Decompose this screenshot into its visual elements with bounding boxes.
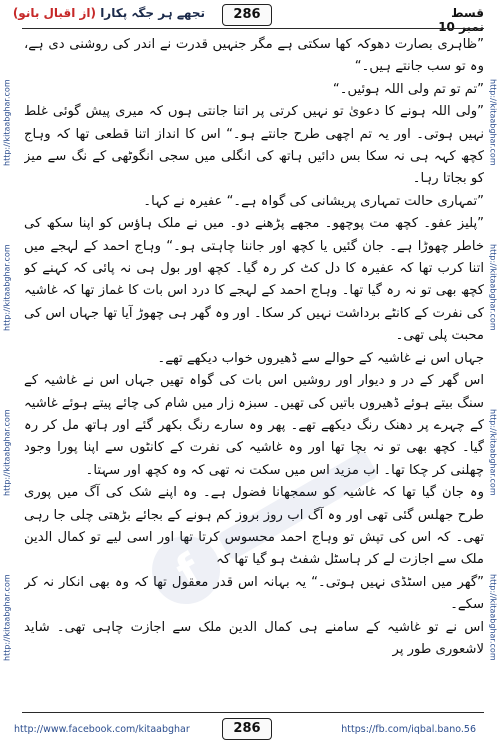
author-name: (از اقبال بانو): [12, 6, 96, 20]
page-number-bottom: 286: [222, 718, 272, 740]
story-text: [24, 34, 484, 706]
author-facebook-link[interactable]: https://fb.com/iqbal.bano.56: [341, 724, 476, 735]
side-watermark-right: http://kitaabghar.com http://kitaabghar.com http://kitaabghar.com http://kitaabghar.com: [488, 79, 498, 661]
page-frame: [14, 0, 492, 750]
episode-label: قسط نمبر 10: [438, 6, 484, 34]
paragraph: اس نے تو غاشیہ کے سامنے ہی کمال الدین ملک سے اجازت چاہی تھی۔ شاید لاشعوری طور پر: [24, 619, 484, 657]
paragraph: ”تم تو تم ولی اللہ ہوئیں۔“: [332, 81, 484, 97]
paragraph: وہ جان گیا تھا کہ غاشیہ کو سمجھانا فضول ہے۔ وہ اپنے شک کی آگ میں پوری طرح جھلس گئی تھی اور وہ آگ اب روز بروز کم ہونے کے بجائے بڑھتی چلی جا رہی تھی۔ کہ اس کی تپش تو وہاج احمد محسوس کرتا تھا اور اسی لیے تو کمال الدین ملک سے اجازت لے کر ہاسٹل شفٹ ہو گیا تھا کہ: [24, 485, 484, 568]
page-number-top: 286: [222, 4, 272, 26]
book-title: [12, 6, 205, 24]
paragraph: ”ولی اللہ ہونے کا دعویٰ تو نہیں کرتی پر اتنا جانتی ہوں کہ میری پیش گوئی غلط نہیں ہوتی۔ اور یہ تم اچھی طرح جانتے ہو۔“ اس کا انداز اتنا قطعی تھا کہ وہاج کچھ کہہ ہی نہ سکا بس دائیں ہاتھ کی انگلی میں سجی انگوٹھی کے نگ سے میز کو بجاتا رہا۔: [24, 104, 484, 187]
paragraph: ”تمہاری حالت تمہاری پریشانی کی گواہ ہے۔“ عفیرہ نے کہا۔: [143, 193, 484, 209]
title-text: تجھے ہر جگہ پکارا: [100, 6, 205, 20]
paragraph: ”گھر میں اسٹڈی نہیں ہوتی۔“ یہ بہانہ اس قدر معقول تھا کہ وہ بھی انکار نہ کر سکے۔: [24, 574, 484, 613]
facebook-page-link[interactable]: http://www.facebook.com/kitaabghar: [14, 724, 190, 735]
paragraph: ”ظاہری بصارت دھوکہ کھا سکتی ہے مگر جنہیں قدرت نے اندر کی روشنی دی ہے، وہ تو سب جانتے ہیں۔“: [24, 37, 484, 75]
header-divider: [22, 28, 484, 29]
side-watermark-left: http://kitaabghar.com http://kitaabghar.com http://kitaabghar.com http://kitaabghar.com: [2, 79, 12, 661]
paragraph: جہاں اس نے غاشیہ کے حوالے سے ڈھیروں خواب دیکھے تھے۔: [157, 350, 484, 366]
svg-text:f: f: [167, 544, 210, 599]
paragraph: اس گھر کے در و دیوار اور روشیں اس بات کی گواہ تھیں جہاں اس نے غاشیہ کے سنگ بیتے ہوئے ڈھیروں باتیں کی تھیں۔ سبزہ زار میں شام کی چائے پیتے ہوئے غاشیہ کے چہرے پر دھنک رنگ دیکھے تھے۔ پھر وہ سارے رنگ بکھر گئے اور ہاتھ مل کر رہ گیا۔ کچھ بھی تو نہ بچا تھا اور وہ غاشیہ کی نفرت کے کانٹوں سے اپنا پورا وجود چھلنی کر چکا تھا۔ اب مزید اس میں سکت نہ تھی کہ وہ کچھ اور سہتا۔: [24, 373, 484, 478]
footer-divider: [22, 712, 484, 713]
paragraph: ”پلیز عفو۔ کچھ مت پوچھو۔ مجھے پڑھنے دو۔ میں نے ملک ہاؤس کو اپنا سکھ کی خاطر چھوڑا ہے۔ جان گئیں یا کچھ اور جاننا چاہتی ہو۔“ وہاج احمد کے لہجے میں اتنا کرب تھا کہ عفیرہ کا دل کٹ کر رہ گیا۔ کچھ اور بول ہی نہ پائی کہ کہنے کو کچھ بھی تو نہ رہ گیا تھا۔ وہاج احمد کے لہجے کا درد اس بات کا غماز تھا کہ غاشیہ کی نفرت کے کانٹے برداشت نہیں کر سکا۔ اور وہ گھر ہی چھوڑ آیا تھا جہاں اس کی محبت پلی تھی۔: [24, 216, 484, 344]
